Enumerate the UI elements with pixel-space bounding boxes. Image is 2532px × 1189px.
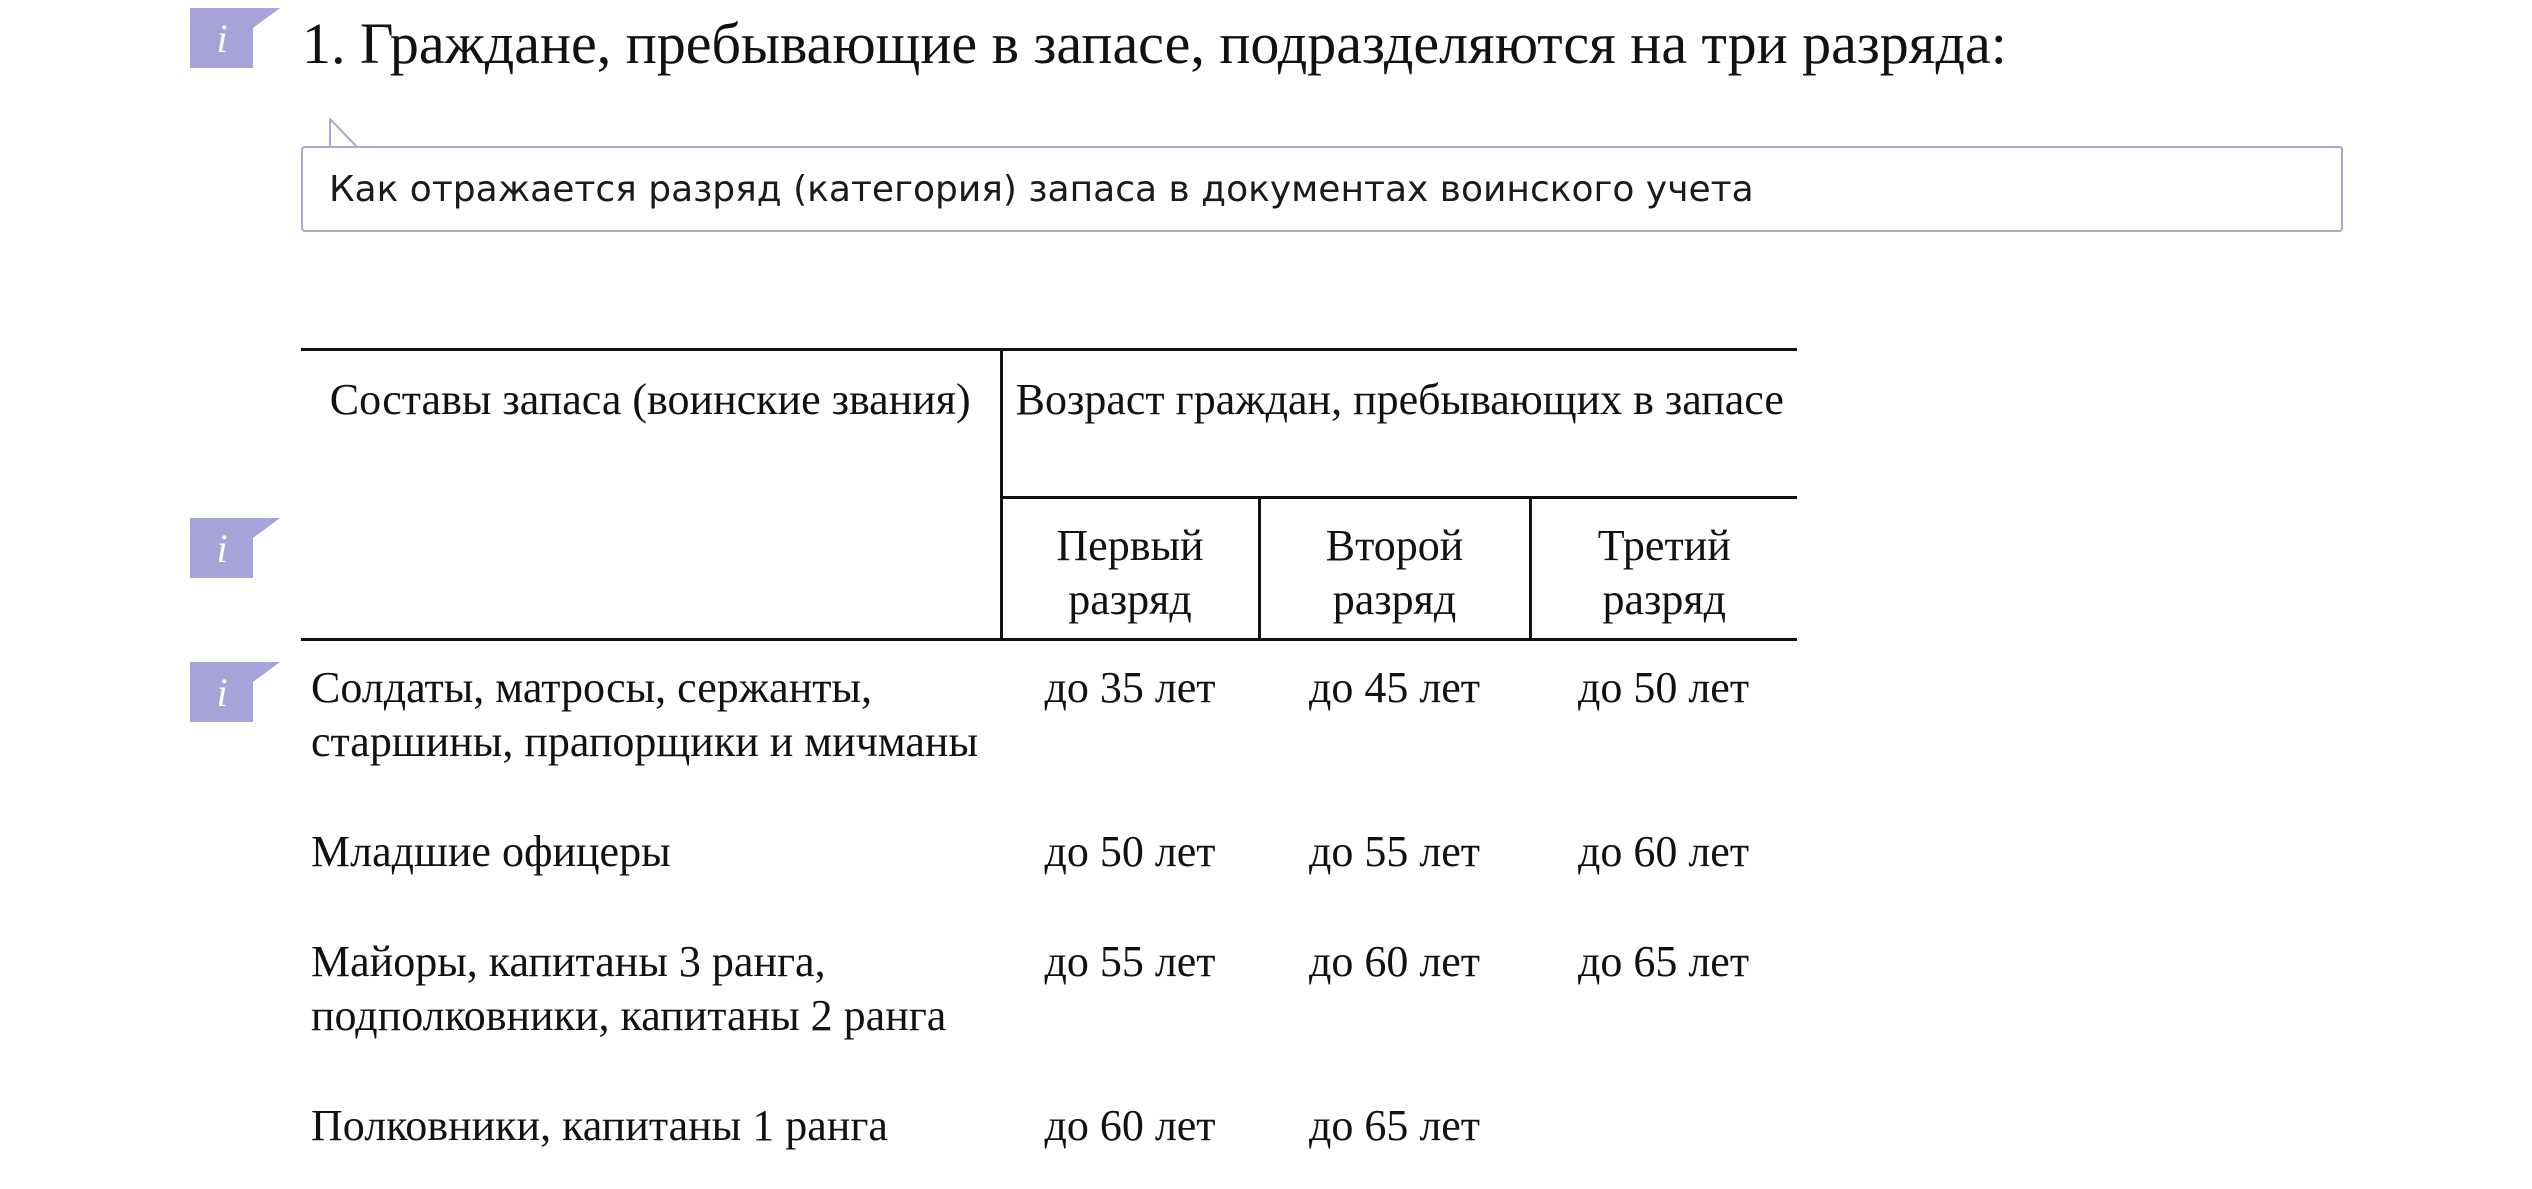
- age-limit-cell: до 65 лет: [1577, 937, 1750, 986]
- age-limit-cell: до 50 лет: [1577, 663, 1750, 712]
- composition-cell: Солдаты, матросы, сержанты, старшины, прапорщики и мичманы: [311, 663, 979, 766]
- composition-cell: Майоры, капитаны 3 ранга, подполковники, капитаны 2 ранга: [311, 937, 947, 1040]
- comment-link-text[interactable]: Как отражается разряд (категория) запаса в документах воинского учета: [329, 169, 1754, 210]
- age-limit-cell: до 65 лет: [1308, 1101, 1481, 1150]
- info-badge-icon[interactable]: [190, 662, 280, 722]
- info-badge-icon[interactable]: [190, 518, 280, 578]
- header-category-second: Второй разряд: [1259, 498, 1530, 640]
- table-row: [301, 915, 1797, 1079]
- composition-cell: Полковники, капитаны 1 ранга: [311, 1101, 888, 1150]
- table-row: [301, 640, 1797, 806]
- comment-link[interactable]: [301, 146, 2343, 232]
- header-age: Возраст граждан, пребывающих в запасе: [1001, 350, 1797, 498]
- age-limit-cell: до 60 лет: [1044, 1101, 1216, 1150]
- svg-text:i: i: [216, 16, 228, 61]
- svg-text:i: i: [216, 670, 228, 715]
- age-limit-cell: до 45 лет: [1308, 663, 1481, 712]
- reserve-categories-table: [301, 348, 1797, 1189]
- paragraph-heading: 1. Граждане, пребывающие в запасе, подразделяются на три разряда:: [302, 11, 2007, 76]
- svg-text:i: i: [216, 526, 228, 571]
- age-limit-cell: до 35 лет: [1044, 663, 1216, 712]
- age-limit-cell: до 55 лет: [1308, 827, 1481, 876]
- table-row: [301, 805, 1797, 915]
- age-limit-cell: до 50 лет: [1044, 827, 1216, 876]
- table-row: [301, 1079, 1797, 1189]
- header-category-first: Первый разряд: [1001, 498, 1259, 640]
- age-limit-cell: до 55 лет: [1044, 937, 1216, 986]
- age-limit-cell: до 60 лет: [1308, 937, 1481, 986]
- composition-cell: Младшие офицеры: [311, 827, 671, 876]
- age-limit-cell: до 60 лет: [1577, 827, 1750, 876]
- age-limit-cell: [1530, 1079, 1797, 1189]
- header-composition: Составы запаса (воинские звания): [301, 350, 1001, 640]
- info-badge-icon[interactable]: [190, 8, 280, 68]
- header-category-third: Третий разряд: [1530, 498, 1797, 640]
